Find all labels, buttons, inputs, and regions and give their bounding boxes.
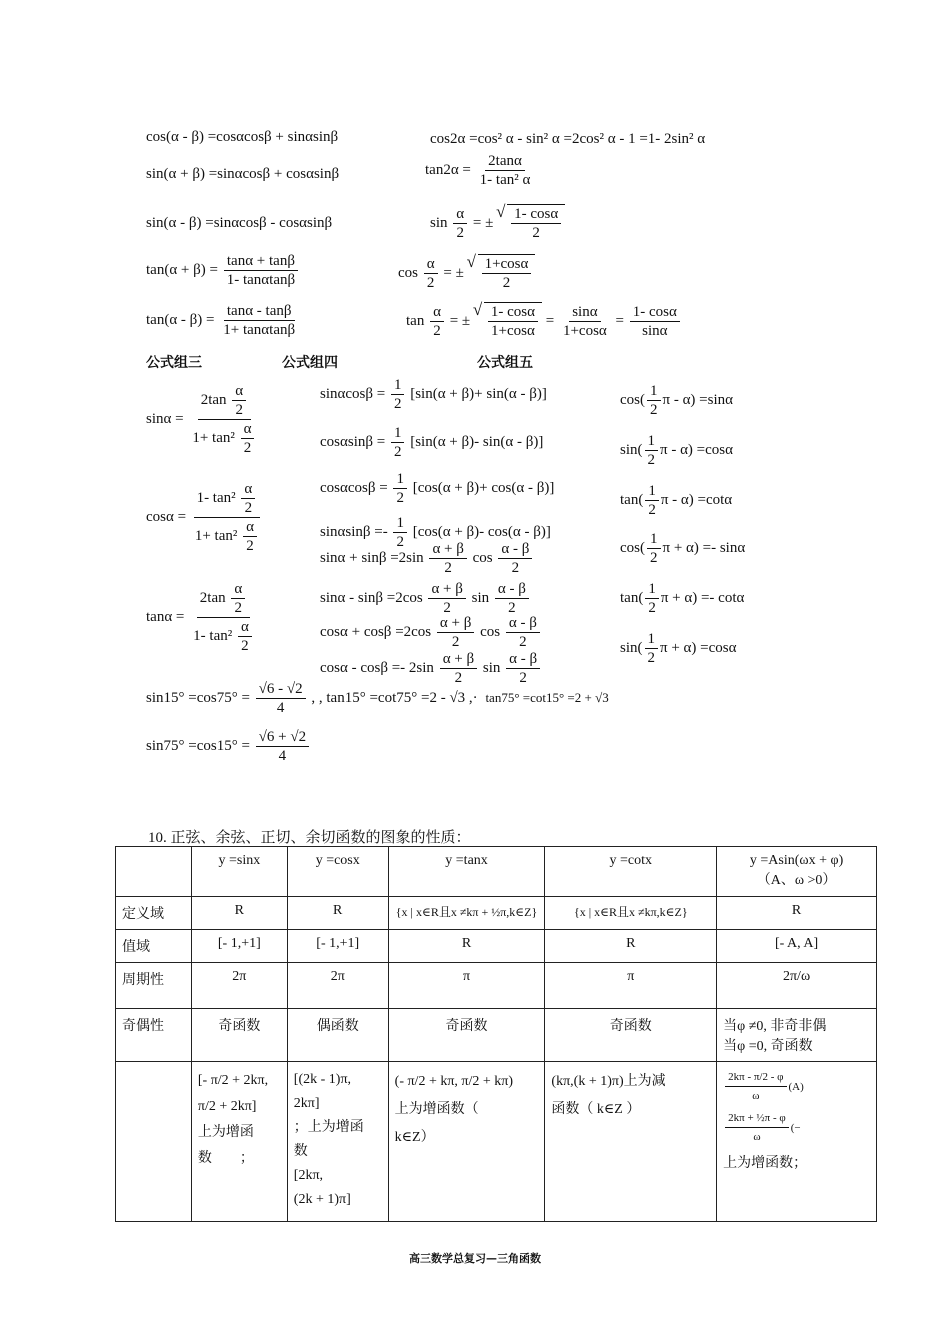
page-footer: 高三数学总复习—三角函数 — [409, 1252, 541, 1265]
table-cell-general-mono: $\frac{2k\pi - \pi/2 - \varphi}{\omega}$ (A) $\frac{\text{2kπ + ½π - φ}}{\omega}$ (− 上为增函数； — [717, 1062, 877, 1222]
formula-sin-half: sin $\frac{\alpha}{2}$ = ± √ $\frac{1- \cos\alpha}{2}$ — [430, 204, 565, 242]
table-cell: 2π — [287, 963, 388, 1009]
group4-line-2: cosαsinβ = $\frac{1}{2}$ [sin(α + β)- sin(α - β)] — [320, 425, 544, 460]
table-cell-sin-mono: [- π/2 + 2kπ, π/2 + 2kπ] 上为增函 数 ； — [191, 1062, 287, 1222]
table-cell: π — [388, 963, 545, 1009]
group4-line-4: sinαsinβ =- $\frac{1}{2}$ [cos(α + β)- cos(α - β)] — [320, 515, 551, 550]
special-value-1: sin15° =cos75° = $\frac{√6 - √2}{4}$ , , tan15° =cot75° =2 - √3 ,· tan75° =cot15° =2 + √3 — [146, 681, 609, 716]
formula-tan-double: tan2α = $\frac{2\tan\alpha}{\text{1- tan² α}}$ — [425, 153, 531, 188]
table-row — [116, 930, 877, 963]
formula-cos-half: cos $\frac{\alpha}{2}$ = ± √ $\frac{1+\cos\alpha}{2}$ — [398, 254, 535, 292]
table-header-cell: y =Asin(ωx + φ) （A、ω >0） — [717, 847, 877, 897]
group4-line-1: sinαcosβ = $\frac{1}{2}$ [sin(α + β)+ sin(α - β)] — [320, 377, 547, 412]
group3-tan: tanα = 2tan $\frac{\alpha}{2}$ 1- tan² $\frac{\alpha}{2}$ — [146, 580, 259, 655]
table-cell: 当φ ≠0, 非奇非偶 当φ =0, 奇函数 — [717, 1009, 877, 1062]
formula-sin-diff: sin(α - β) =sinαcosβ - cosαsinβ — [146, 215, 333, 231]
table-cell: [- 1,+1] — [191, 930, 287, 963]
table-cell — [116, 1062, 192, 1222]
table-header-cell: y =cosx — [287, 847, 388, 897]
table-cell-cos-mono: [(2k - 1)π, 2kπ] ；上为增函 数 [2kπ, (2k + 1)π] — [287, 1062, 388, 1222]
table-cell: 奇偶性 — [116, 1009, 192, 1062]
table-cell: [- 1,+1] — [287, 930, 388, 963]
formula-cos-diff: cos(α - β) =cosαcosβ + sinαsinβ — [146, 129, 339, 145]
group5-line-1: cos( $\frac{1}{2}$ π - α) =sinα — [620, 383, 733, 418]
group5-line-4: cos( $\frac{1}{2}$ π + α) =- sinα — [620, 531, 746, 566]
formula-tan-half: tan $\frac{\alpha}{2}$ = ± √ $\frac{1- \cos\alpha}{1+\cos\alpha}$ = $\frac{\sin\alpha}{1+\cos\alpha}$ = $\frac{1- \cos\alpha}{\sin\alpha}$ — [406, 302, 682, 340]
special-value-2: sin75° =cos15° = $\frac{√6 + √2}{4}$ — [146, 728, 311, 765]
table-cell: {x | x∈R且x ≠kπ + ½π,k∈Z} — [388, 897, 545, 930]
table-row — [116, 897, 877, 930]
table-header-cell — [116, 847, 192, 897]
group5-line-2: sin( $\frac{1}{2}$ π - α) =cosα — [620, 433, 733, 468]
table-cell: 值域 — [116, 930, 192, 963]
section-title: 10. 正弦、余弦、正切、余切函数的图象的性质： — [148, 830, 471, 846]
table-cell: R — [717, 897, 877, 930]
heading-group-5: 公式组五 — [477, 355, 533, 371]
table-cell: R — [545, 930, 717, 963]
table-cell: {x | x∈R且x ≠kπ,k∈Z} — [545, 897, 717, 930]
table-cell: 奇函数 — [388, 1009, 545, 1062]
group5-line-3: tan( $\frac{1}{2}$ π - α) =cotα — [620, 483, 733, 518]
table-cell: 偶函数 — [287, 1009, 388, 1062]
table-cell: π — [545, 963, 717, 1009]
group4-line-5: sinα + sinβ =2sin $\frac{\alpha + \beta}{2}$ cos $\frac{\alpha - \beta}{2}$ — [320, 540, 534, 577]
formula-sin-sum: sin(α + β) =sinαcosβ + cosαsinβ — [146, 166, 340, 182]
table-cell-tan-mono: (- π/2 + kπ, π/2 + kπ) 上为增函数（ k∈Z） — [388, 1062, 545, 1222]
table-cell: 奇函数 — [191, 1009, 287, 1062]
group5-line-5: tan( $\frac{1}{2}$ π + α) =- cotα — [620, 581, 745, 616]
properties-table — [115, 846, 877, 1222]
formula-tan-sum: tan(α + β) = $\frac{\tan\alpha + \tan\beta}{1- \tan\alpha\tan\beta}$ — [146, 252, 300, 289]
heading-group-4: 公式组四 — [282, 355, 338, 371]
group4-line-8: cosα - cosβ =- 2sin $\frac{\alpha + \beta}{2}$ sin $\frac{\alpha - \beta}{2}$ — [320, 650, 542, 687]
table-cell: 2π — [191, 963, 287, 1009]
table-row — [116, 1009, 877, 1062]
formula-cos-double: cos2α =cos² α - sin² α =2cos² α - 1 =1- 2sin² α — [430, 131, 706, 147]
table-cell: 奇函数 — [545, 1009, 717, 1062]
table-row-monotonicity — [116, 1062, 877, 1222]
group3-sin: sinα = 2tan $\frac{\alpha}{2}$ 1+ tan² $\frac{\alpha}{2}$ — [146, 382, 261, 457]
group4-line-3: cosαcosβ = $\frac{1}{2}$ [cos(α + β)+ cos(α - β)] — [320, 471, 555, 506]
table-row — [116, 963, 877, 1009]
heading-group-3: 公式组三 — [146, 355, 202, 371]
formula-tan-diff: tan(α - β) = $\frac{\tan\alpha - \tan\beta}{1+ \tan\alpha\tan\beta}$ — [146, 303, 296, 338]
group3-cos: cosα = 1- tan² $\frac{\alpha}{2}$ 1+ tan² $\frac{\alpha}{2}$ — [146, 480, 264, 555]
table-header-cell: y =cotx — [545, 847, 717, 897]
table-cell: 2π/ω — [717, 963, 877, 1009]
table-cell: R — [388, 930, 545, 963]
group4-line-6: sinα - sinβ =2cos $\frac{\alpha + \beta}{2}$ sin $\frac{\alpha - \beta}{2}$ — [320, 580, 531, 617]
table-cell: 周期性 — [116, 963, 192, 1009]
table-header-cell: y =tanx — [388, 847, 545, 897]
table-cell: 定义域 — [116, 897, 192, 930]
table-cell: R — [191, 897, 287, 930]
table-cell: R — [287, 897, 388, 930]
table-header-row — [116, 847, 877, 897]
group4-line-7: cosα + cosβ =2cos $\frac{\alpha + \beta}{2}$ cos $\frac{\alpha - \beta}{2}$ — [320, 614, 542, 651]
table-cell: [- A, A] — [717, 930, 877, 963]
table-cell-cot-mono: (kπ,(k + 1)π)上为减 函数（ k∈Z ） — [545, 1062, 717, 1222]
table-header-cell: y =sinx — [191, 847, 287, 897]
group5-line-6: sin( $\frac{1}{2}$ π + α) =cosα — [620, 631, 737, 666]
